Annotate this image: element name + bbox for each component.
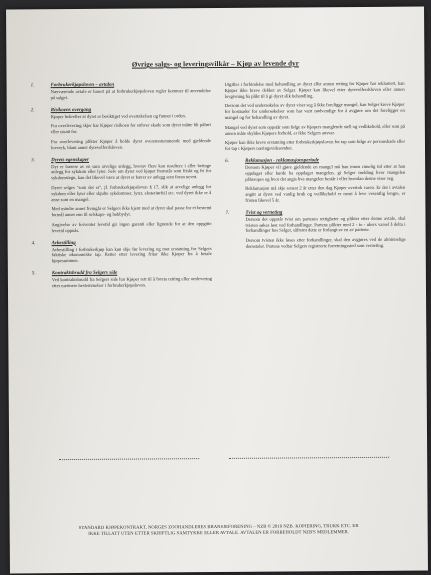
paragraph: Mangel ved dyret som oppstår som følge av Kjøpers manglende stell og vedlikehold, eller som på annen måte skyldes Kjøpers forhold, er ikke Selgers ansvar. — [224, 123, 405, 136]
paragraph: Nærværende avtale er basert på at forbrukerkjøpsloven regler kommer til anvendelse på salget. — [50, 88, 211, 100]
paragraph: Dersom Kjøper vil gjøre gjeldende en mangel må han innen rimelig tid etter at han oppdaget eller burde ha oppdaget mangelen, gi Selger melding hvor mangelen påberopes og hvor det angis hva mangelen består i eller hvordan denne viser seg. — [245, 163, 406, 182]
section-5 — [32, 270, 212, 289]
section-heading: Forbrukerkjøpsloven – avtalen — [50, 82, 115, 89]
document-page — [6, 7, 428, 574]
section-number: 5. — [31, 271, 36, 277]
section-number: 7. — [225, 210, 230, 216]
left-column — [31, 82, 212, 296]
section-heading: Risikoens overgang — [50, 107, 92, 113]
paragraph: Avbestilling i forbrukerkjøp kan kun skje før levering og mot erstatning for Selgers faktiske økonomiske tap. Retter etter levering fritar ikke Kjøper fra å betale kjøpesummen. — [51, 245, 212, 264]
section-1 — [31, 82, 211, 101]
section-heading: Avbestilling — [51, 240, 76, 246]
footer-line: STANDARD KJØPEKONTRAKT, NORGES ZOOHANDLERES BRANSJEFORENING – NZB © 2010 NZB. KOPIERING, TRUKK ETC. ER — [78, 523, 359, 530]
section-number: 2. — [30, 107, 35, 113]
paragraph: Fra overlevering plikter Kjøper å holde dyret overensstemmende med gjeldende lovverk, blant annet dyrevelferdsloven. — [50, 138, 211, 150]
paragraph: Ved kontraktsbrudd fra Selgers side har Kjøper rett til å foreta retting eller omlevering etter nærmere bestemmelser i forbrukerkjøpsloven. — [51, 275, 212, 288]
paragraph: Dersom tvisten ikke løses etter forhandlinger, skal den avgjøres ved de alminnelige domstoler. Partene vedtar Selgers registrerte forretningssted som verneting. — [245, 236, 406, 249]
document-title: Øvrige salgs- og leveringsvilkår – Kjøp av levende dyr — [131, 59, 299, 69]
paragraph: Dersom det ved undersøkelse av dyret viser seg å ikke foreligge mangel, kan Selger kreve Kjøper for kostnader for undersøkelser som har vært nødvendige for å avgjøre om det foreligger en mangel og for behandling av dyret. — [224, 102, 405, 120]
paragraph: Dyret selges "som det er", jf. forbrukerkjøpsloven § 17, slik at arvelige anlegg for sykdom eller lyter eller skjulte sykdommer, lyter, eksteriørfeil etc. ved dyret ikke er å anse som en mangel. — [51, 184, 212, 202]
section-5-continued — [225, 81, 405, 152]
document-footer — [40, 523, 398, 537]
section-heading: Tvist og verneting — [245, 210, 283, 216]
paragraph: Kjøper kan ikke kreve erstatning etter forbrukerkjøpsloven for tap som følge av personskade eller for tap i Kjøpers næringsvirksomhet. — [224, 139, 405, 152]
paragraph: Angivelse av forventet levetid gir ingen garanti eller lignende for at den oppgitte levetid oppnås. — [51, 220, 212, 233]
section-heading: Kontraktsbrudd fra Selgers side — [51, 270, 118, 277]
section-number: 3. — [31, 157, 35, 163]
section-number: 6. — [225, 158, 229, 164]
section-6 — [225, 158, 405, 204]
paragraph: Kjøper bekrefter at dyret er besiktiget ved overtakelsen og funnet i orden. — [50, 112, 187, 119]
paragraph: Dyr er bærere av en sum arvelige anlegg, hvorav flere kan resultere i eller betinge anlegg for sykdom eller lyter. Selv om dyret ved kjøpet fremstår som friskt og fri for sykdomstegn, kan det likevel være at dyret er bærer av anlegg som foran nevnt. — [51, 162, 212, 181]
signature-line-right — [229, 457, 389, 459]
right-column — [225, 81, 406, 257]
section-3 — [31, 157, 212, 234]
paragraph: Med mindre annet fremgår er Selgers ikke kjent med at dyret skal passe for et bestemt formål annet enn til selskaps- og hobbydyr. — [51, 205, 212, 218]
section-heading: Reklamasjon - reklamasjonsperiode — [245, 158, 320, 164]
section-7 — [225, 209, 405, 249]
paragraph: Dersom det oppstår tvist om partenes rettigheter og plikter etter denne avtale, skal tvisten søkes løst ved forhandlinger. Partene plikter med 2 - to - ukers varsel å delta i forhandlinger hos Selger, såfremt dette er forlangt av en av partene. — [245, 215, 406, 234]
section-number: 1. — [30, 83, 35, 89]
footer-line: IKKE TILLATT UTEN ETTER SKRIFTLIG SAMTYKKE ELLER AVTALE. AVTALEN ER FORBEHOLDT NZB'S MEDLEMMER. — [88, 529, 350, 536]
paragraph: Fra overlevering skjer har Kjøper risikoen for enhver skade som dyret måtte bli påført eller utsatt for. — [50, 122, 211, 135]
paragraph: Reklamasjon må skje senest 2 år etter den dag Kjøper overtok varen. Er det i avtalen angitt at dyret ved vanlig bruk og vedlikehold er ment å leve vesentlig lengre, er fristen likevel 5 år. — [245, 185, 406, 203]
section-number: 4. — [31, 240, 36, 246]
signature-line-left — [59, 458, 199, 460]
section-4 — [32, 240, 212, 265]
section-heading: Dyrets egenskaper — [51, 157, 90, 163]
section-2 — [31, 107, 211, 151]
paragraph: Utgifter i forbindelse med behandling av dyret eller annen retting for Kjøper har reklamert, kan Kjøper ikke kreve dekket av Selger. Kjøper kan likevel etter dyrevelferdsloven eller annen lovgivning ha plikt til å gi dyret slik behandling. — [224, 80, 405, 99]
